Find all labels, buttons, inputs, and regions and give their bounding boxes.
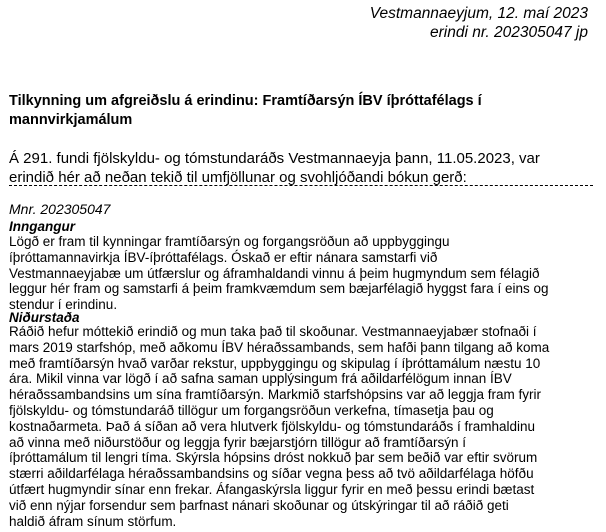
text-line: íþróttamálum til lengri tíma. Skýrsla hópsins dróst nokkuð þar sem beðið var eftir svörum	[9, 450, 538, 466]
dashed-divider	[9, 185, 593, 188]
text-line: Vestmannaeyjabæ um útfærslur og áframhaldandi vinnu á þeim hugmyndum sem félagið	[9, 265, 540, 281]
intro-paragraph	[9, 149, 599, 187]
text-line: leggur hér fram og samstarfi á þeim framkvæmdum sem bæjarfélagið hyggst fara í eins og	[9, 281, 549, 297]
case-number: Mnr. 202305047	[9, 201, 111, 217]
heading-inngangur: Inngangur	[9, 219, 75, 234]
inngangur-paragraph	[9, 234, 599, 313]
text-line: haldið áfram sínum störfum.	[9, 513, 177, 529]
title-line-1: Tilkynning um afgreiðslu á erindinu: Framtíðarsýn ÍBV íþróttafélags í	[9, 93, 482, 109]
text-line: ára. Mikil vinna var lögð í að safna saman upplýsingum frá aðildarfélögum innan ÍBV	[9, 371, 512, 387]
text-line: útfært hugmyndir sínar enn frekar. Áfangaskýrsla liggur fyrir en með þessu erindi bætast	[9, 481, 535, 497]
text-line: mars 2019 starfshóp, með aðkomu ÍBV héraðssambands, sem hafði þann tilgang að koma	[9, 339, 550, 355]
place-date: Vestmannaeyjum, 12. maí 2023	[369, 5, 588, 22]
text-line: fjölskyldu- og tómstundaráð tillögur um forgangsröðun verkefna, tímasetja þau og	[9, 402, 494, 418]
text-line: stendur í erindinu.	[9, 297, 118, 313]
reference-number: erindi nr. 202305047 jp	[430, 24, 588, 41]
intro-line-1: Á 291. fundi fjölskyldu- og tómstundaráðs Vestmannaeyja þann, 11.05.2023, var	[9, 150, 540, 167]
text-line: Ráðið hefur móttekið erindið og mun taka það til skoðunar. Vestmannaeyjabær stofnaði í	[9, 324, 537, 339]
text-line: við enn nýjar forsendur sem þarfnast nánari skoðunar og útskýringar til að ráðið geti	[9, 497, 509, 513]
intro-line-2: erindið hér að neðan tekið til umfjöllunar og svohljóðandi bókun gerð:	[9, 169, 467, 186]
text-line: stærri aðildarfélaga héraðssambandsins og síðar vegna þess að tvö aðildarfélaga höfðu	[9, 466, 534, 482]
heading-nidurstada: Niðurstaða	[9, 310, 80, 325]
nidurstada-paragraph	[9, 324, 599, 529]
title-line-2: mannvirkjamálum	[9, 112, 133, 128]
text-line: íþróttamannavirkja ÍBV-íþróttafélags. Óskað er eftir nánara samstarfi við	[9, 249, 438, 265]
text-line: með framtíðarsýn hvað varðar rekstur, uppbyggingu og skipulag í íþróttamálum næstu 10	[9, 355, 541, 371]
text-line: Lögð er fram til kynningar framtíðarsýn og forgangsröðun að uppbyggingu	[9, 234, 450, 249]
text-line: kostnaðarmeta. Það á síðan að vera hlutverk fjölskyldu- og tómstundaráðs í framhaldinu	[9, 418, 536, 434]
document-title	[9, 92, 589, 130]
text-line: að vinna með niðurstöður og leggja fyrir bæjarstjórn tillögur að framtíðarsýn í	[9, 434, 466, 450]
text-line: héraðssambandsins um sína framtíðarsýn. Markmið starfshópsins var að leggja fram fyrir	[9, 387, 541, 403]
